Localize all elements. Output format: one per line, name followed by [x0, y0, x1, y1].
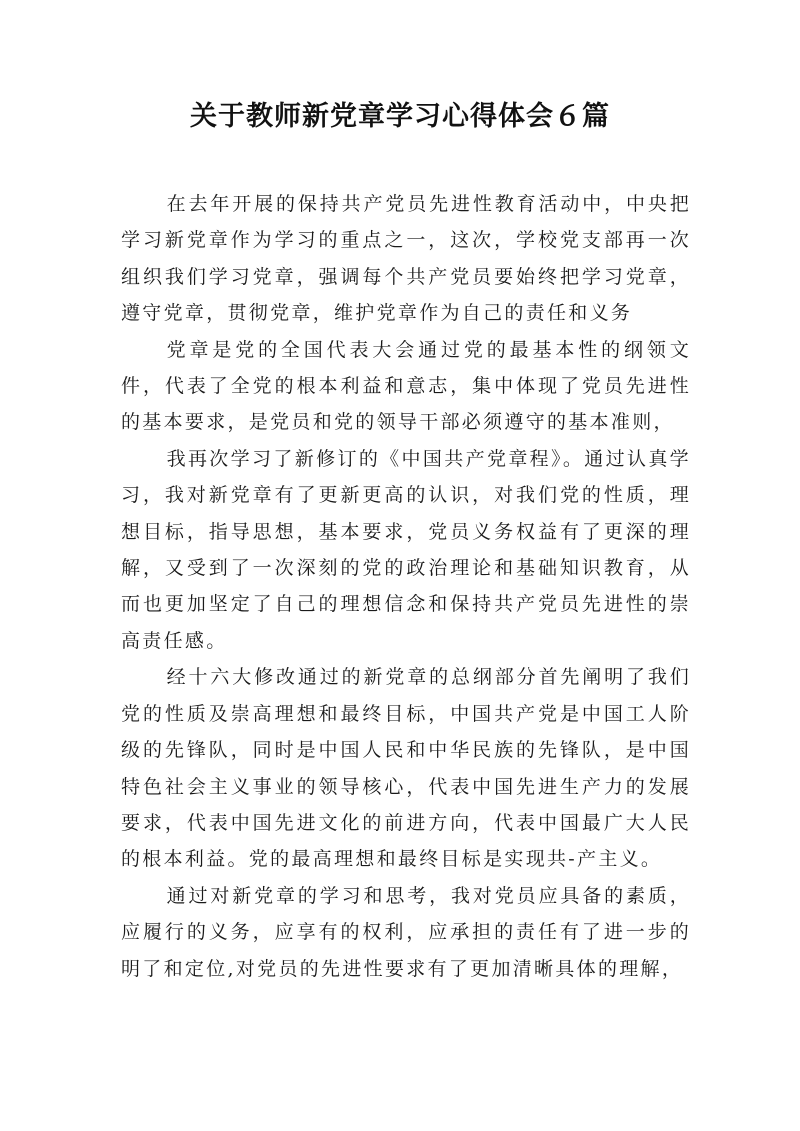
paragraph: 党章是党的全国代表大会通过党的最基本性的纲领文件，代表了全党的根本利益和意志，集中体现了党员先进性的基本要求，是党员和党的领导干部必须遵守的基本准则，	[121, 338, 691, 434]
document-title: 关于教师新党章学习心得体会６篇	[190, 101, 610, 132]
document-body	[121, 186, 691, 987]
paragraph: 经十六大修改通过的新党章的总纲部分首先阐明了我们党的性质及崇高理想和最终目标，中国共产党是中国工人阶级的先锋队，同时是中国人民和中华民族的先锋队，是中国特色社会主义事业的领导核心，代表中国先进生产力的发展要求，代表中国先进文化的前进方向，代表中国最广大人民的根本利益。党的最高理想和最终目标是实现共-产主义。	[121, 666, 691, 871]
paragraph: 在去年开展的保持共产党员先进性教育活动中，中央把学习新党章作为学习的重点之一，这次，学校党支部再一次组织我们学习党章，强调每个共产党员要始终把学习党章，遵守党章，贯彻党章，维护党章作为自己的责任和义务	[121, 193, 691, 325]
paragraph: 我再次学习了新修订的《中国共产党章程》。通过认真学习，我对新党章有了更新更高的认识，对我们党的性质，理想目标，指导思想，基本要求，党员义务权益有了更深的理解，又受到了一次深刻的党的政治理论和基础知识教育，从而也更加坚定了自己的理想信念和保持共产党员先进性的崇高责任感。	[121, 447, 691, 652]
paragraph: 通过对新党章的学习和思考，我对党员应具备的素质，应履行的义务，应享有的权利，应承担的责任有了进一步的明了和定位,对党员的先进性要求有了更加清晰具体的理解，	[121, 884, 691, 980]
